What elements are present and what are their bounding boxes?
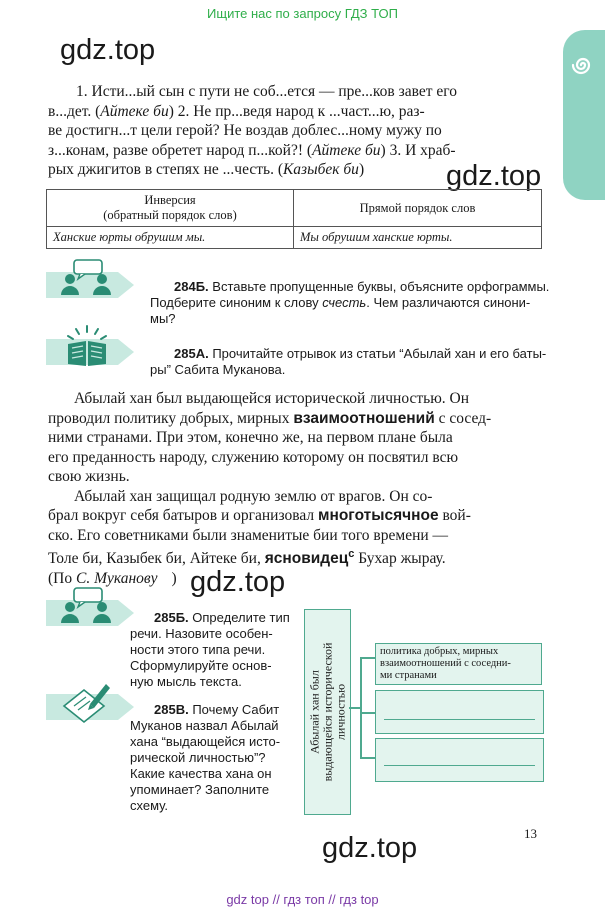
- scheme-answer-box[interactable]: [375, 690, 544, 734]
- table-cell: Ханские юрты обрушим мы.: [47, 227, 294, 249]
- answer-line: [384, 719, 535, 720]
- task-284b: 284Б. Вставьте пропущенные буквы, объясните орфограммы. Подберите синоним к слову счесть. Чем различаются синони- мы?: [150, 279, 550, 326]
- exercise-line: з...конам, разве обретет народ п...кой?! (Айтеке би) 3. И храб-: [48, 141, 456, 159]
- scheme-connector: [360, 712, 375, 714]
- table-cell: Мы обрушим ханские юрты.: [294, 227, 542, 249]
- text-line: свою жизнь.: [48, 468, 130, 485]
- scheme-connector: [360, 657, 362, 759]
- text-line: (По С. Муканову ): [48, 569, 177, 587]
- reading-text: [48, 389, 540, 588]
- top-banner[interactable]: Ищите нас по запросу ГДЗ ТОП: [207, 6, 398, 21]
- table-header: Инверсия (обратный порядок слов): [47, 190, 294, 227]
- exercise-line: в...дет. (Айтеке би) 2. Не пр...ведя народ к ...част...ю, раз-: [48, 102, 425, 120]
- task-285v: 285В. Почему Сабит Муканов назвал Абылай хана “выдающейся исто- рической личностью”? Какие качества хана он упоминает? Заполните схему.: [130, 702, 281, 813]
- task-285b: 285Б. Определите тип речи. Назовите особен- ности этого типа речи. Сформулируйте основ- ную мысль текста.: [130, 610, 290, 689]
- page-number: 13: [524, 826, 537, 841]
- task-285a: 285А. Прочитайте отрывок из статьи “Абылай хан и его баты- ры” Сабита Муканова.: [150, 346, 547, 377]
- watermark: gdz.top: [446, 160, 542, 192]
- table-header: Прямой порядок слов: [294, 190, 542, 227]
- exercise-line: ве достигн...т цели герой? Не воздав доблес...ному мужу по: [48, 122, 442, 139]
- scheme-main-box: [304, 609, 351, 815]
- text-line: Абылай хан защищал родную землю от врагов. Он со-: [74, 487, 433, 505]
- scheme-connector: [360, 757, 375, 759]
- notebook-pen-icon: [60, 680, 112, 724]
- discussion-icon: [58, 259, 112, 299]
- watermark: gdz.top: [60, 34, 156, 66]
- text-line: ско. Его советниками были знаменитые бии того времени —: [48, 526, 449, 544]
- scheme-answer-box: политика добрых, мирных взаимоотношений с соседни- ми странами: [375, 643, 542, 685]
- text-line: Абылай хан был выдающейся исторической личностью. Он: [74, 390, 470, 407]
- exercise-line: рых джигитов в степях не ...честь. (Казыбек би): [48, 161, 365, 178]
- swirl-icon: [570, 52, 596, 78]
- text-line: ними странами. При этом, конечно же, на первом плане была: [48, 429, 453, 446]
- word-order-table: [46, 189, 542, 249]
- watermark: gdz.top: [190, 566, 286, 598]
- scheme-main-label: Абылай хан был выдающейся исторической личностью: [307, 642, 347, 782]
- text-line: его преданность народу, служению которому он посвятил всю: [48, 448, 459, 466]
- open-book-icon: [64, 324, 110, 368]
- scheme-answer-box[interactable]: [375, 738, 544, 782]
- side-tab: [563, 30, 605, 200]
- text-line: проводил политику добрых, мирных взаимоотношений с сосед-: [48, 409, 492, 427]
- text-line: Толе би, Казыбек би, Айтеке би, ясновидец$^с$ Бухар жырау.: [48, 548, 446, 568]
- scheme-connector: [360, 657, 375, 659]
- bottom-banner[interactable]: gdz top // гдз топ // гдз top: [226, 892, 379, 907]
- exercise-line: 1. Исти...ый сын с пути не соб...ется — пре...ков завет его: [76, 83, 457, 100]
- discussion-icon: [58, 587, 112, 627]
- text-line: брал вокруг себя батыров и организовал многотысячное вой-: [48, 507, 471, 524]
- answer-line: [384, 765, 535, 766]
- watermark: gdz.top: [322, 832, 418, 864]
